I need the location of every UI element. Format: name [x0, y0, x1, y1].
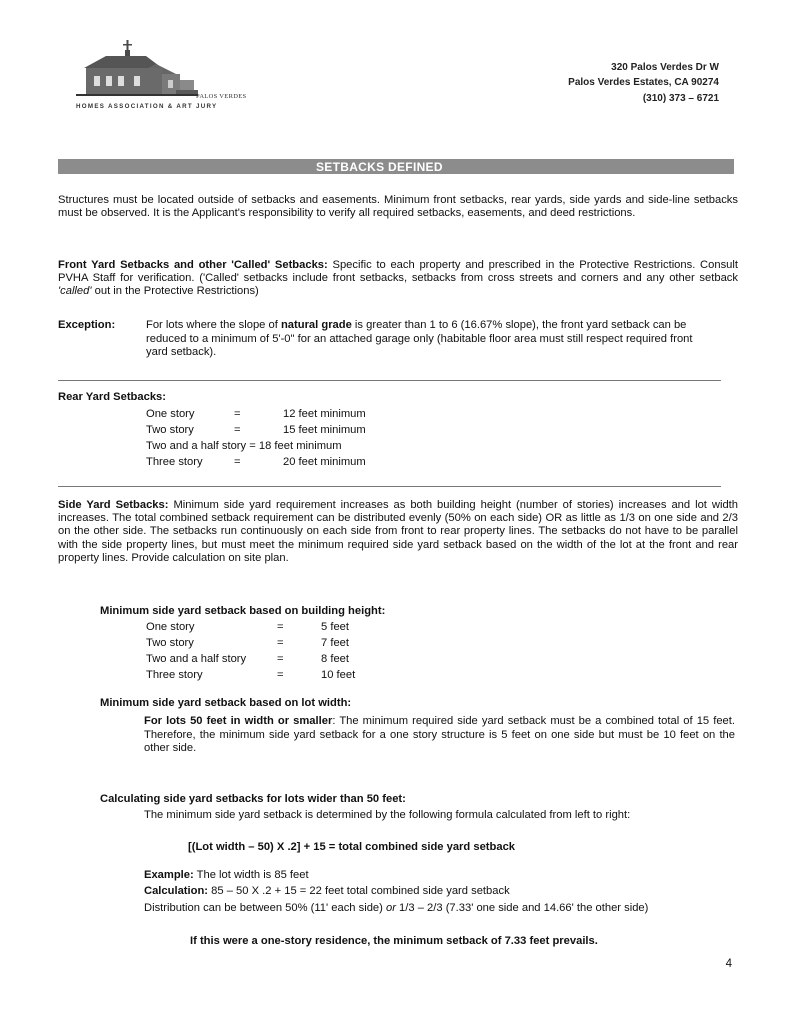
exception-label: Exception: — [58, 319, 116, 331]
exception-text-2: is greater than 1 to 6 (16.67% slope), the front yard setback can be reduced to a minimum of 5'-0" for an attached garage only (habitable floor area must still respect required front yard setback). — [146, 319, 693, 358]
exception-bold: natural grade — [280, 319, 352, 331]
height-row-4-label: Three story — [146, 669, 203, 681]
distribution-text-2: 1/3 – 2/3 (7.33' one side and 14.66' the other side) — [395, 902, 649, 914]
front-yard-paragraph — [58, 259, 738, 299]
height-row-4-eq: = — [277, 669, 284, 681]
rear-row-4-label: Three story — [146, 456, 203, 468]
distribution-text-1: Distribution can be between 50% (11' each side) — [144, 902, 386, 914]
example-text: The lot width is 85 feet — [193, 869, 309, 881]
front-yard-text-2: out in the Protective Restrictions) — [91, 285, 259, 298]
rear-row-2-value: 15 feet minimum — [283, 424, 366, 436]
height-row-1-label: One story — [146, 621, 195, 633]
side-yard-heading: Side Yard Setbacks: — [58, 499, 169, 511]
divider-2 — [58, 486, 721, 487]
height-row-1-eq: = — [277, 621, 284, 633]
distribution-or: or — [385, 902, 396, 914]
final-statement: If this were a one-story residence, the minimum setback of 7.33 feet prevails. — [190, 935, 598, 947]
rear-row-1-eq: = — [234, 408, 241, 420]
address-street: 320 Palos Verdes Dr W — [611, 62, 719, 73]
exception-text — [146, 319, 714, 360]
calculation-line — [144, 885, 510, 897]
front-yard-text-1: Specific to each property and prescribed in the Protective Restrictions. Consult PVHA Staff for verification. ('Called' setbacks include front setbacks, setbacks from cross streets and corners and any other setback — [58, 259, 738, 285]
height-row-2-eq: = — [277, 637, 284, 649]
calculation-label: Calculation: — [144, 885, 209, 897]
height-row-4-value: 10 feet — [321, 669, 356, 681]
calculation-text: 85 – 50 X .2 + 15 = 22 feet total combined side yard setback — [208, 885, 510, 897]
distribution-text — [144, 902, 735, 916]
height-heading: Minimum side yard setback based on building height: — [100, 605, 386, 617]
rear-row-4-eq: = — [234, 456, 241, 468]
front-yard-heading: Front Yard Setbacks and other 'Called' Setbacks: — [58, 259, 328, 271]
height-row-3-value: 8 feet — [321, 653, 349, 665]
rear-row-1-label: One story — [146, 408, 195, 420]
height-row-1-value: 5 feet — [321, 621, 349, 633]
width-paragraph — [144, 715, 735, 756]
divider-1 — [58, 380, 721, 381]
rear-row-2-label: Two story — [146, 424, 194, 436]
example-label: Example: — [144, 869, 194, 881]
height-row-3-eq: = — [277, 653, 284, 665]
front-yard-called: 'called' — [58, 285, 92, 298]
exception-text-1: For lots where the slope of — [146, 319, 281, 331]
side-yard-paragraph — [58, 499, 738, 565]
side-yard-text: Minimum side yard requirement increases as both building height (number of stories) increases and lot width increases. The total combined setback requirement can be distributed evenly (50% on each side) OR as little as 1/3 on one side and 2/3 on the other side. The setbacks run continuously on each side from front to rear property lines. The setbacks do not have to be parallel with the side property lines, but must meet the minimum required side yard setback based on the width of the lot at the front and rear property lines. Provide calculation on site plan. — [58, 499, 738, 564]
width-bold: For lots 50 feet in width or smaller — [144, 715, 333, 727]
rear-row-4-value: 20 feet minimum — [283, 456, 366, 468]
calc-formula: [(Lot width – 50) X .2] + 15 = total combined side yard setback — [188, 841, 516, 853]
rear-row-3-label: Two and a half story = 18 feet minimum — [146, 440, 342, 452]
height-row-2-value: 7 feet — [321, 637, 349, 649]
calc-heading: Calculating side yard setbacks for lots wider than 50 feet: — [100, 793, 406, 805]
rear-row-2-eq: = — [234, 424, 241, 436]
rear-row-1-value: 12 feet minimum — [283, 408, 366, 420]
example-line — [144, 869, 309, 881]
rear-yard-heading: Rear Yard Setbacks: — [58, 391, 167, 403]
page-number: 4 — [725, 958, 732, 970]
height-row-3-label: Two and a half story — [146, 653, 247, 665]
logo-text-association: HOMES ASSOCIATION & ART JURY — [76, 103, 218, 110]
width-heading: Minimum side yard setback based on lot width: — [100, 697, 352, 709]
intro-paragraph: Structures must be located outside of setbacks and easements. Minimum front setbacks, rear yards, side yards and side-line setbacks must be observed. It is the Applicant's responsibility to verify all required setbacks, easements, and deed restrictions. — [58, 194, 738, 220]
calc-text: The minimum side yard setback is determined by the following formula calculated from left to right: — [144, 809, 631, 821]
width-text: : The minimum required side yard setback must be a combined total of 15 feet. Therefore, the minimum side yard setback for a one story structure is 5 feet on one side but must be 10 feet on the other side. — [144, 715, 735, 755]
section-banner — [58, 159, 734, 174]
address-phone: (310) 373 – 6721 — [642, 93, 719, 104]
section-title: SETBACKS DEFINED — [316, 160, 443, 174]
address-city: Palos Verdes Estates, CA 90274 — [568, 77, 719, 88]
logo-text-palos-verdes: PALOS VERDES — [196, 93, 247, 100]
height-row-2-label: Two story — [146, 637, 194, 649]
